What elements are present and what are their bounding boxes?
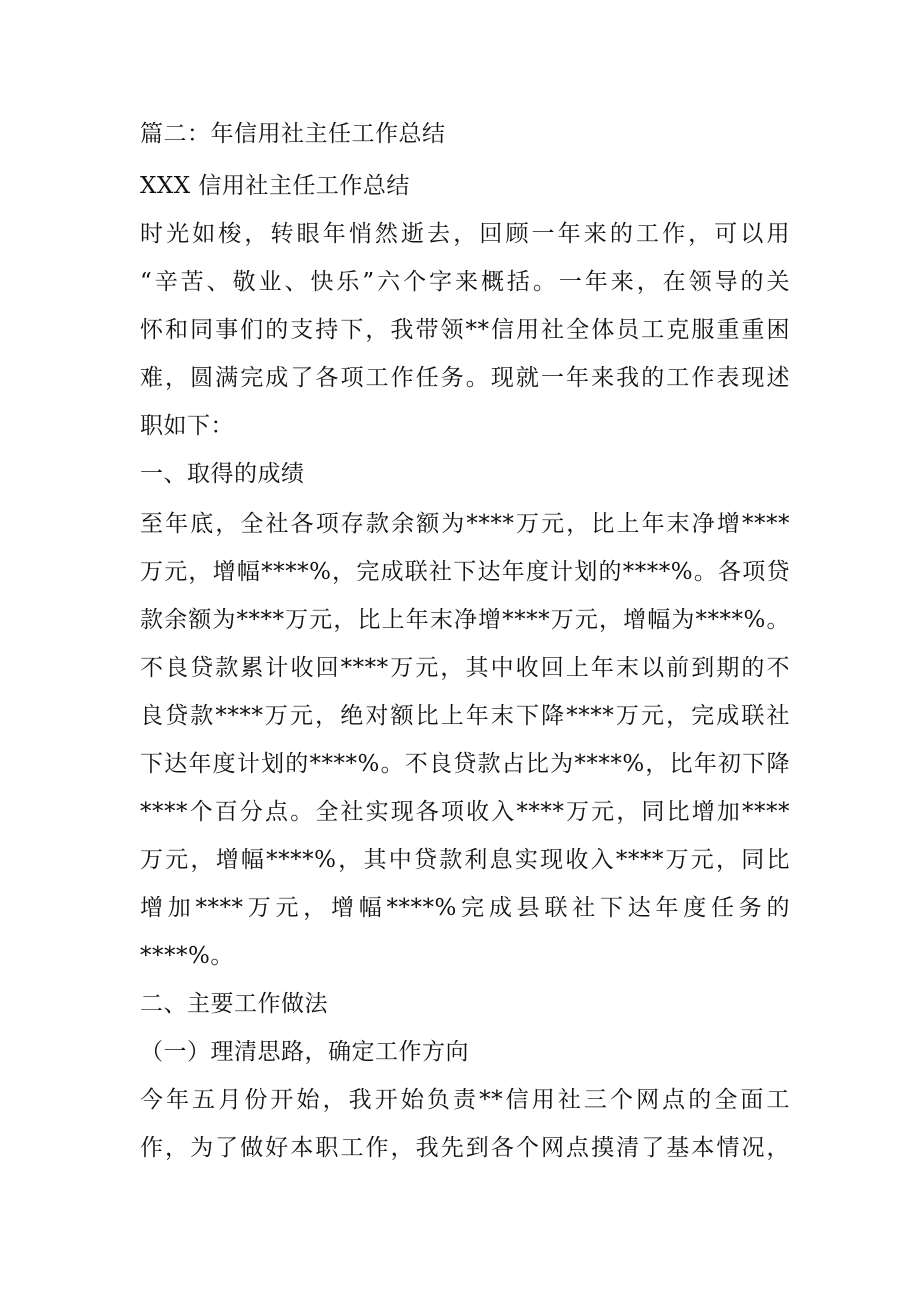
paragraph-line: 怀和同事们的支持下，我带领**信用社全体员工克服重重困 (140, 317, 790, 343)
paragraph-line: “辛苦、敬业、快乐”六个字来概括。一年来，在领导的关 (140, 269, 790, 295)
paragraph-line: 下达年度计划的****%。不良贷款占比为****%，比年初下降 (140, 751, 790, 777)
section-heading: 一、取得的成绩 (140, 461, 305, 487)
paragraph-line: ****%。 (140, 943, 234, 969)
paragraph-line: 良贷款****万元，绝对额比上年末下降****万元，完成联社 (140, 703, 790, 729)
paragraph-line: 不良贷款累计收回****万元，其中收回上年末以前到期的不 (140, 655, 790, 681)
subsection-heading: （一）理清思路，确定工作方向 (140, 1039, 469, 1065)
paragraph-line: ****个百分点。全社实现各项收入****万元，同比增加**** (140, 799, 790, 825)
document-subtitle: XXX 信用社主任工作总结 (140, 173, 410, 199)
paragraph-line: 今年五月份开始，我开始负责**信用社三个网点的全面工 (140, 1087, 790, 1113)
section-heading: 二、主要工作做法 (140, 991, 328, 1017)
paragraph-line: 难，圆满完成了各项工作任务。现就一年来我的工作表现述 (140, 365, 790, 391)
paragraph-line: 增加****万元，增幅****%完成县联社下达年度任务的 (140, 895, 790, 921)
document-title: 篇二：年信用社主任工作总结 (140, 121, 446, 147)
paragraph-line: 万元，增幅****%，完成联社下达年度计划的****%。各项贷 (140, 559, 790, 585)
paragraph-line: 时光如梭，转眼年悄然逝去，回顾一年来的工作，可以用 (140, 221, 790, 247)
paragraph-line: 款余额为****万元，比上年末净增****万元，增幅为****%。 (140, 607, 790, 633)
paragraph-line: 万元，增幅****%，其中贷款利息实现收入****万元，同比 (140, 847, 790, 873)
paragraph-line: 至年底，全社各项存款余额为****万元，比上年末净增**** (140, 511, 790, 537)
paragraph-line: 作，为了做好本职工作，我先到各个网点摸清了基本情况， (140, 1135, 790, 1161)
paragraph-line: 职如下： (140, 413, 234, 439)
